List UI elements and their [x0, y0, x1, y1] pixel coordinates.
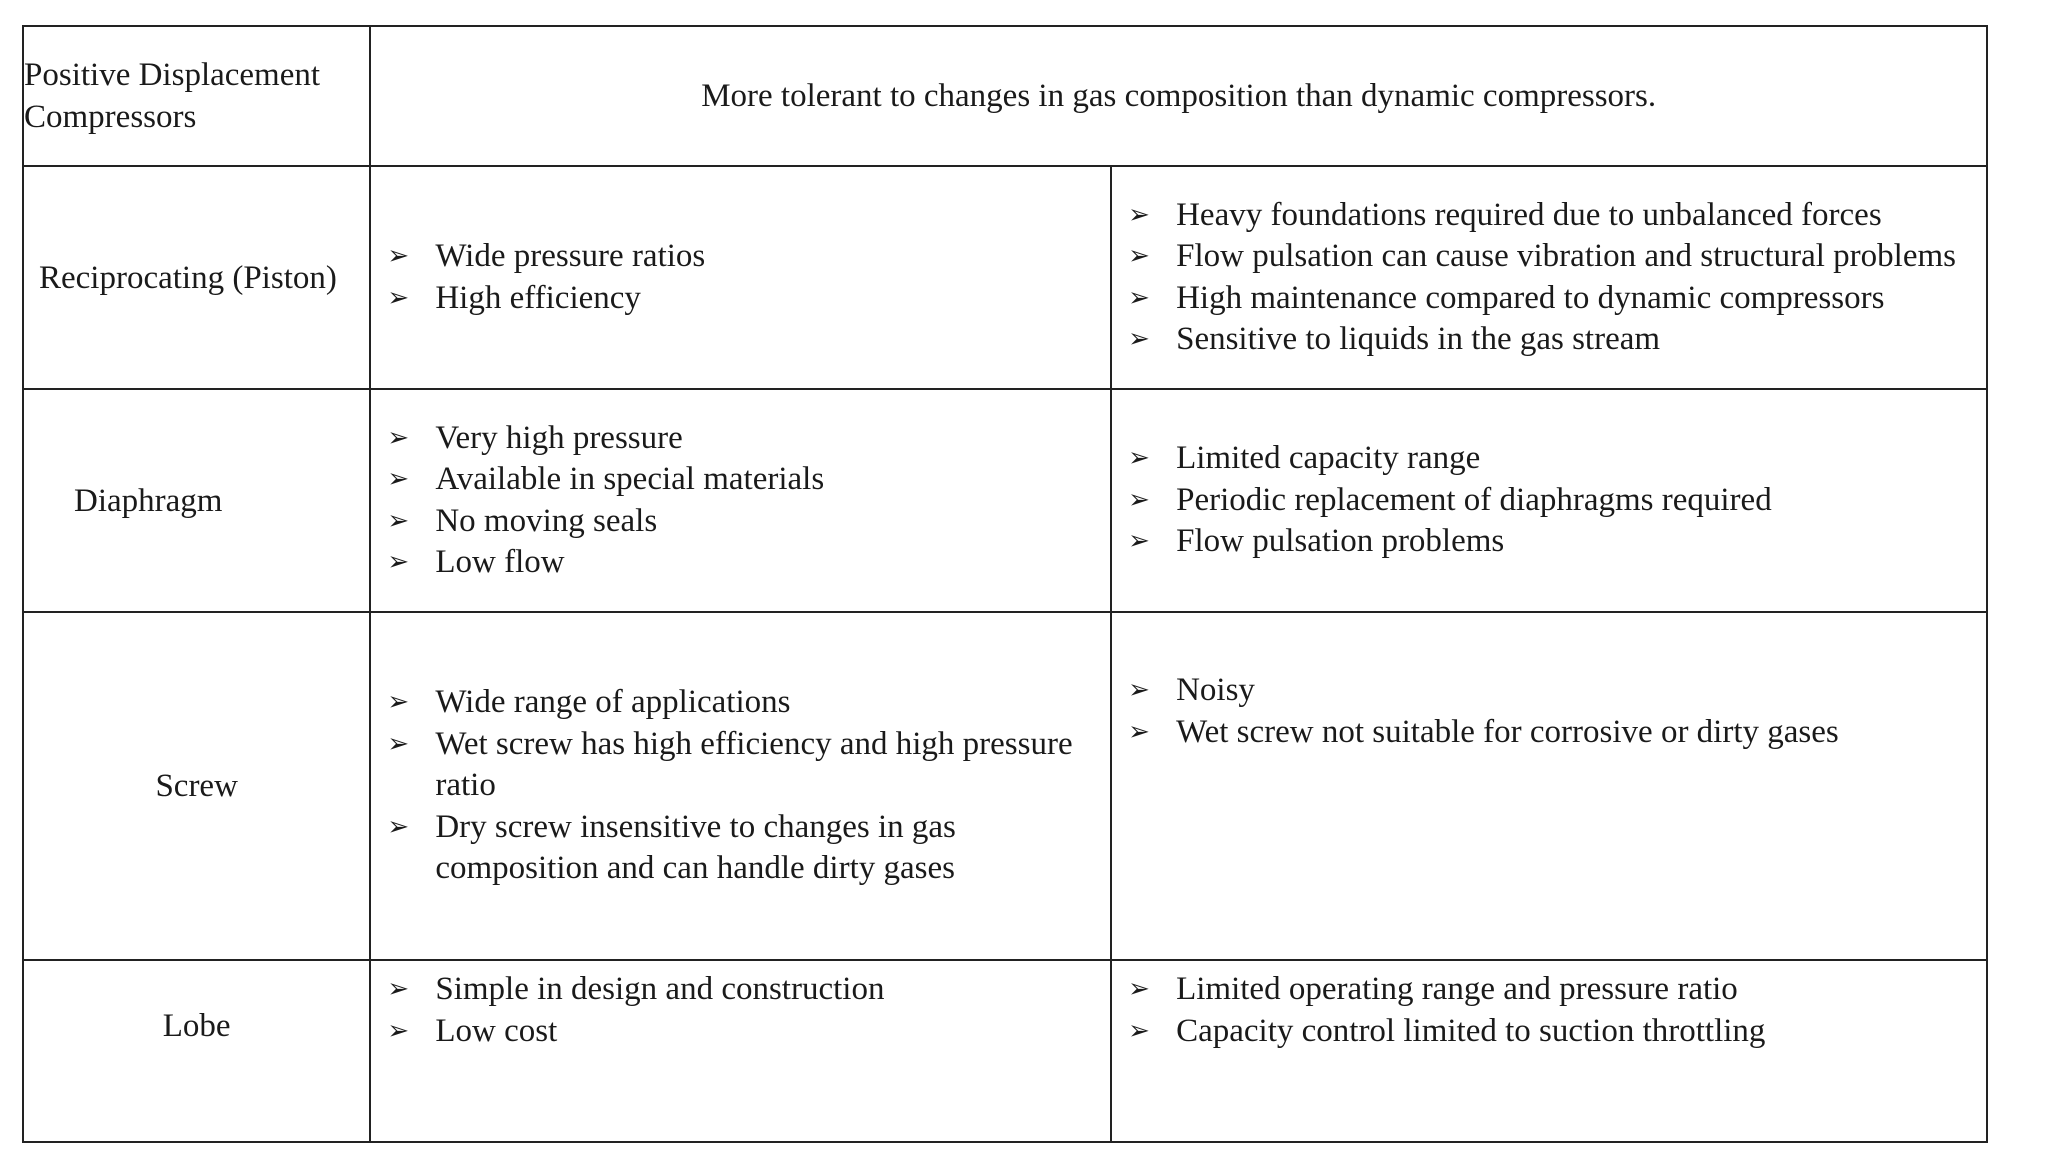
list-item-text: High maintenance compared to dynamic compressors: [1176, 279, 1885, 316]
advantages-list: [371, 236, 1110, 319]
arrow-bullet-icon: ➢: [1128, 241, 1150, 271]
table-header-row: [23, 26, 1987, 166]
list-item: [1128, 969, 1972, 1011]
compressor-name: Reciprocating (Piston): [39, 259, 337, 296]
disadvantages-cell: [1111, 389, 1987, 612]
list-item-text: Capacity control limited to suction throttling: [1176, 1012, 1766, 1049]
arrow-bullet-icon: ➢: [1128, 675, 1150, 705]
list-item: [387, 278, 1096, 320]
header-category-cell: [23, 26, 370, 166]
arrow-bullet-icon: ➢: [387, 505, 410, 536]
compressor-name-cell: [23, 166, 370, 389]
disadvantages-cell: [1111, 960, 1987, 1142]
list-item: [387, 724, 1096, 807]
list-item: [387, 542, 1096, 584]
disadvantages-list: [1112, 670, 1986, 753]
header-description-text: More tolerant to changes in gas composition than dynamic compressors.: [701, 78, 1657, 114]
arrow-bullet-icon: ➢: [387, 728, 410, 759]
arrow-bullet-icon: ➢: [387, 974, 410, 1004]
list-item-text: Flow pulsation can cause vibration and structural problems: [1176, 238, 1956, 274]
disadvantages-list: [1112, 438, 1986, 563]
arrow-bullet-icon: ➢: [387, 422, 410, 453]
list-item: [1128, 1011, 1972, 1053]
list-item-text: Noisy: [1176, 672, 1255, 708]
disadvantages-list: [1112, 969, 1986, 1052]
advantages-cell: [370, 960, 1111, 1142]
advantages-list: [371, 682, 1110, 890]
list-item-text: Wide range of applications: [435, 684, 791, 721]
compressor-comparison-table: [22, 25, 1988, 1143]
list-item-text: Dry screw insensitive to changes in gas composition and can handle dirty gases: [435, 808, 956, 887]
list-item: [387, 682, 1096, 724]
list-item: [1128, 195, 1972, 237]
list-item: [387, 1011, 1096, 1053]
list-item: [1128, 438, 1972, 480]
list-item-text: Periodic replacement of diaphragms required: [1176, 481, 1772, 518]
arrow-bullet-icon: ➢: [387, 687, 410, 718]
list-item-text: Limited capacity range: [1176, 440, 1481, 477]
list-item: [1128, 670, 1972, 712]
table-row: [23, 612, 1987, 960]
list-item: [387, 236, 1096, 278]
arrow-bullet-icon: ➢: [1128, 443, 1150, 474]
compressor-name-cell: [23, 389, 370, 612]
arrow-bullet-icon: ➢: [1128, 282, 1150, 313]
list-item-text: Wet screw not suitable for corrosive or dirty gases: [1176, 713, 1839, 750]
list-item-text: Very high pressure: [435, 419, 683, 456]
arrow-bullet-icon: ➢: [1128, 324, 1150, 354]
list-item-text: Wet screw has high efficiency and high pressure ratio: [435, 725, 1073, 804]
arrow-bullet-icon: ➢: [1128, 1015, 1150, 1046]
list-item-text: Flow pulsation problems: [1176, 523, 1505, 560]
arrow-bullet-icon: ➢: [1128, 526, 1150, 557]
arrow-bullet-icon: ➢: [387, 1015, 410, 1046]
advantages-cell: [370, 612, 1111, 960]
advantages-cell: [370, 166, 1111, 389]
list-item-text: Available in special materials: [435, 461, 825, 497]
list-item: [387, 969, 1096, 1011]
list-item-text: Simple in design and construction: [435, 971, 885, 1007]
list-item: [387, 459, 1096, 501]
list-item: [1128, 319, 1972, 361]
arrow-bullet-icon: ➢: [387, 547, 410, 577]
list-item-text: No moving seals: [435, 502, 658, 539]
arrow-bullet-icon: ➢: [1128, 199, 1150, 230]
list-item-text: High efficiency: [435, 279, 641, 316]
compressor-name: Lobe: [162, 1008, 231, 1044]
table-row: [23, 166, 1987, 389]
list-item-text: Sensitive to liquids in the gas stream: [1176, 321, 1661, 357]
arrow-bullet-icon: ➢: [387, 241, 410, 271]
advantages-cell: [370, 389, 1111, 612]
table-row: [23, 389, 1987, 612]
compressor-name: Diaphragm: [74, 482, 223, 519]
advantages-list: [371, 418, 1110, 584]
list-item: [1128, 521, 1972, 563]
disadvantages-cell: [1111, 612, 1987, 960]
list-item: [1128, 278, 1972, 320]
list-item-text: Heavy foundations required due to unbalanced forces: [1176, 196, 1882, 233]
compressor-name-cell: [23, 612, 370, 960]
list-item: [1128, 236, 1972, 278]
compressor-name-cell: [23, 960, 370, 1142]
arrow-bullet-icon: ➢: [1128, 716, 1150, 747]
list-item-text: Wide pressure ratios: [435, 238, 706, 274]
arrow-bullet-icon: ➢: [387, 464, 410, 494]
arrow-bullet-icon: ➢: [1128, 484, 1150, 515]
header-description-cell: [370, 26, 1987, 166]
disadvantages-cell: [1111, 166, 1987, 389]
list-item: [387, 418, 1096, 460]
list-item: [387, 807, 1096, 890]
arrow-bullet-icon: ➢: [387, 282, 410, 313]
header-category-label: Positive Displacement Compressors: [24, 57, 321, 135]
advantages-list: [371, 969, 1110, 1052]
compressor-name: Screw: [155, 768, 238, 804]
table-row: [23, 960, 1987, 1142]
arrow-bullet-icon: ➢: [387, 811, 410, 842]
list-item: [387, 501, 1096, 543]
list-item-text: Limited operating range and pressure ratio: [1176, 971, 1738, 1007]
arrow-bullet-icon: ➢: [1128, 974, 1150, 1004]
list-item-text: Low flow: [435, 544, 565, 580]
list-item-text: Low cost: [435, 1012, 558, 1049]
list-item: [1128, 480, 1972, 522]
list-item: [1128, 712, 1972, 754]
disadvantages-list: [1112, 195, 1986, 361]
